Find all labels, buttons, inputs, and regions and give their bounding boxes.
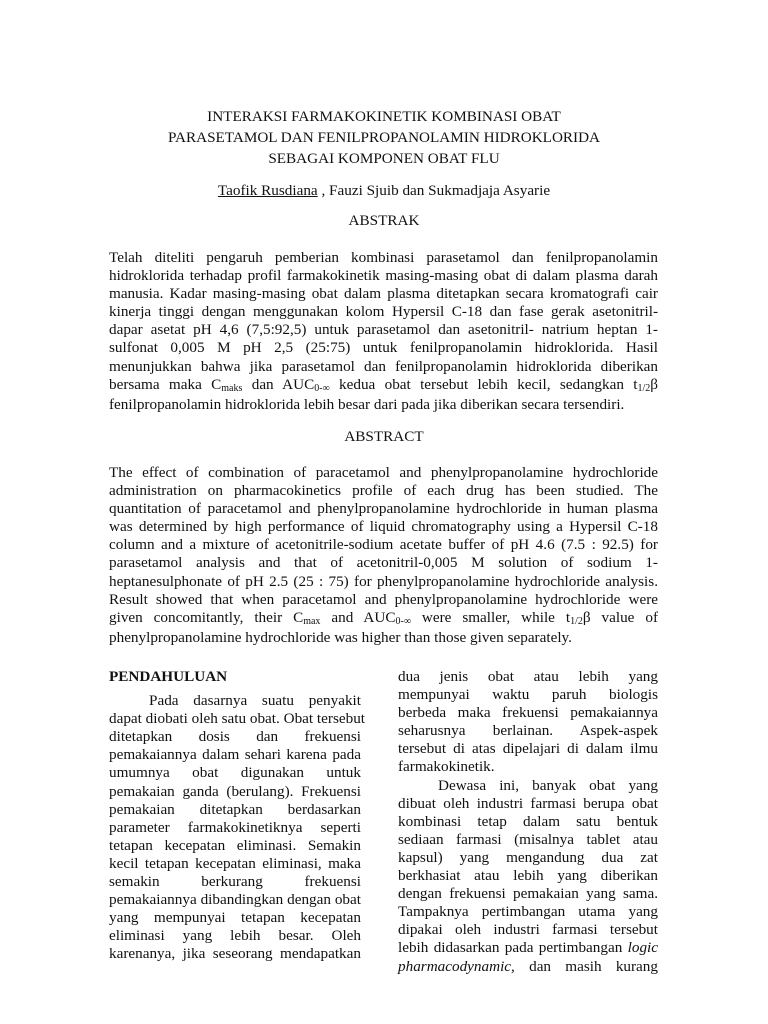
body-line: seharusnya berlainan. Aspek-aspek [398, 722, 658, 740]
body-line: berbeda maka frekuensi pemakaiannya [398, 704, 658, 722]
body-line: tersebut di atas dipelajari di dalam ilmu [398, 740, 658, 758]
abstrak-line: kinerja tinggi dengan menggunakan kolom Hypersil C-18 dan fase gerak asetonitril- [109, 303, 658, 321]
text-run: and AUC [320, 608, 396, 626]
section-heading-pendahuluan: PENDAHULUAN [109, 668, 228, 685]
abstract-line [109, 609, 658, 629]
abstract-line: administration on pharmacokinetics profile of each drug has been studied. The [109, 482, 658, 500]
body-line: pemakaiannya dibandingkan dengan obat [109, 891, 361, 909]
left-column [109, 668, 366, 964]
paper-title [100, 108, 668, 171]
body-line: pemakaian ganda (berulang). Frekuensi [109, 782, 361, 800]
abstrak-line [109, 376, 658, 396]
body-line: pemakaiannya dalam sehari karena pada [109, 746, 361, 764]
body-line: tetapan kecepatan eliminasi. Semakin [109, 836, 361, 854]
body-line: dengan frekuensi pemakaian yang sama. [398, 885, 658, 903]
abstrak-line: dapar asetat pH 4,6 (7,5:92,5) untuk parasetamol dan asetonitril- natrium heptan 1- [109, 321, 658, 339]
italic-run: logic [627, 939, 658, 957]
body-line: parameter farmakokinetiknya seperti [109, 818, 361, 836]
abstract-line: The effect of combination of paracetamol and phenylpropanolamine hydrochloride [109, 464, 658, 481]
body-line: semakin berkurang frekuensi [109, 873, 361, 891]
body-line: kecil tetapan kecepatan eliminasi, maka [109, 854, 361, 872]
body-line: Pada dasarnya suatu penyakit [149, 692, 361, 710]
text-run: dan AUC [242, 375, 315, 393]
abstrak-heading: ABSTRAK [348, 212, 420, 229]
subscript: 1/2 [570, 615, 583, 627]
text-run: β [650, 375, 658, 393]
first-author: Taofik Rusdiana [217, 182, 318, 199]
abstrak-paragraph [109, 249, 658, 414]
body-line: dua jenis obat atau lebih yang [398, 668, 658, 685]
abstract-line: parasetamol analysis and that of acetonitril-0,005 M solution of sodium 1- [109, 554, 658, 572]
right-column [398, 668, 658, 976]
subscript: max [303, 615, 321, 627]
body-line [398, 958, 658, 976]
text-run: , dan masih kurang [511, 957, 658, 975]
body-line: dipakai oleh industri farmasi tersebut [398, 921, 658, 939]
abstract-line: heptanesulphonate of pH 2.5 (25 : 75) for phenylpropanolamine hydrochloride analysis. [109, 572, 658, 590]
body-line: dibuat oleh industri farmasi berupa obat [398, 794, 658, 812]
body-line: sediaan farmasi (misalnya tablet atau [398, 830, 658, 848]
subscript: maks [221, 382, 243, 394]
title-line-1: INTERAKSI FARMAKOKINETIK KOMBINASI OBAT [207, 108, 561, 125]
body-line: kombinasi tetap dalam satu bentuk [398, 812, 658, 830]
text-run: given concomitantly, their C [109, 608, 304, 626]
abstrak-line: manusia. Kadar masing-masing obat dalam plasma ditetapkan secara kromatografi cair [109, 285, 658, 303]
body-line: karenanya, jika seseorang mendapatkan [109, 945, 361, 963]
text-run: bersama maka C [109, 375, 222, 393]
subscript: 0-∞ [395, 615, 411, 627]
body-line: eliminasi yang lebih besar. Oleh [109, 927, 361, 945]
abstract-line: phenylpropanolamine hydrochloride was higher than those given separately. [109, 628, 572, 646]
body-line: Tampaknya pertimbangan utama yang [398, 903, 658, 921]
abstract-heading: ABSTRACT [344, 428, 424, 445]
abstract-line: Result showed that when paracetamol and phenylpropanolamine hydrochloride were [109, 590, 658, 608]
body-line: Dewasa ini, banyak obat yang [438, 776, 658, 794]
text-run: lebih didasarkan pada pertimbangan [398, 939, 628, 957]
body-line: ditetapkan dosis dan frekuensi [109, 728, 361, 746]
text-run: were smaller, while t [410, 608, 571, 626]
subscript: 0-∞ [314, 382, 330, 394]
body-line: dapat diobati oleh satu obat. Obat tersebut [109, 710, 366, 728]
authors [100, 182, 668, 200]
body-line: yang mempunyai tetapan kecepatan [109, 909, 361, 927]
body-line: umumnya obat digunakan untuk [109, 764, 361, 782]
body-line: pemakaian ditetapkan berdasarkan [109, 800, 361, 818]
other-authors: , Fauzi Sjuib dan Sukmadjaja Asyarie [317, 182, 551, 199]
text-run: β value of [582, 608, 659, 626]
abstrak-line: Telah diteliti pengaruh pemberian kombinasi parasetamol dan fenilpropanolamin [109, 249, 658, 266]
title-line-3: SEBAGAI KOMPONEN OBAT FLU [268, 150, 500, 167]
abstrak-line: hidroklorida terhadap profil farmakokinetik masing-masing obat di dalam plasma darah [109, 267, 658, 285]
abstrak-line: sulfonat 0,005 M pH 2,5 (25:75) untuk fenilpropanolamin hidroklorida. Hasil [109, 339, 658, 357]
body-line: berkhasiat atau lebih yang diberikan [398, 867, 658, 885]
abstract-line: column and a mixture of acetonitrile-sodium acetate buffer of pH 4.6 (7.5 : 92.5) for [109, 536, 658, 554]
title-line-2: PARASETAMOL DAN FENILPROPANOLAMIN HIDROKLORIDA [167, 129, 601, 146]
abstract-line: quantitation of paracetamol and phenylpropanolamine hydrochloride in human plasma [109, 500, 658, 518]
body-line: mempunyai waktu paruh biologis [398, 686, 658, 704]
abstract-line: was determined by high performance of liquid chromatography using a Hypersil C-18 [109, 518, 658, 536]
abstract-paragraph [109, 464, 658, 647]
italic-run: pharmacodynamic [398, 957, 512, 975]
body-line: kapsul) yang mengandung dua zat [398, 848, 658, 866]
body-line [398, 939, 658, 957]
abstrak-line: menunjukkan bahwa jika parasetamol dan fenilpropanolamin hidroklorida diberikan [109, 357, 658, 375]
subscript: 1/2 [637, 382, 651, 394]
body-line: farmakokinetik. [398, 758, 495, 776]
abstrak-line: fenilpropanolamin hidroklorida lebih besar dari pada jika diberikan secara tersendiri. [109, 395, 625, 413]
text-run: kedua obat tersebut lebih kecil, sedangkan t [329, 375, 638, 393]
